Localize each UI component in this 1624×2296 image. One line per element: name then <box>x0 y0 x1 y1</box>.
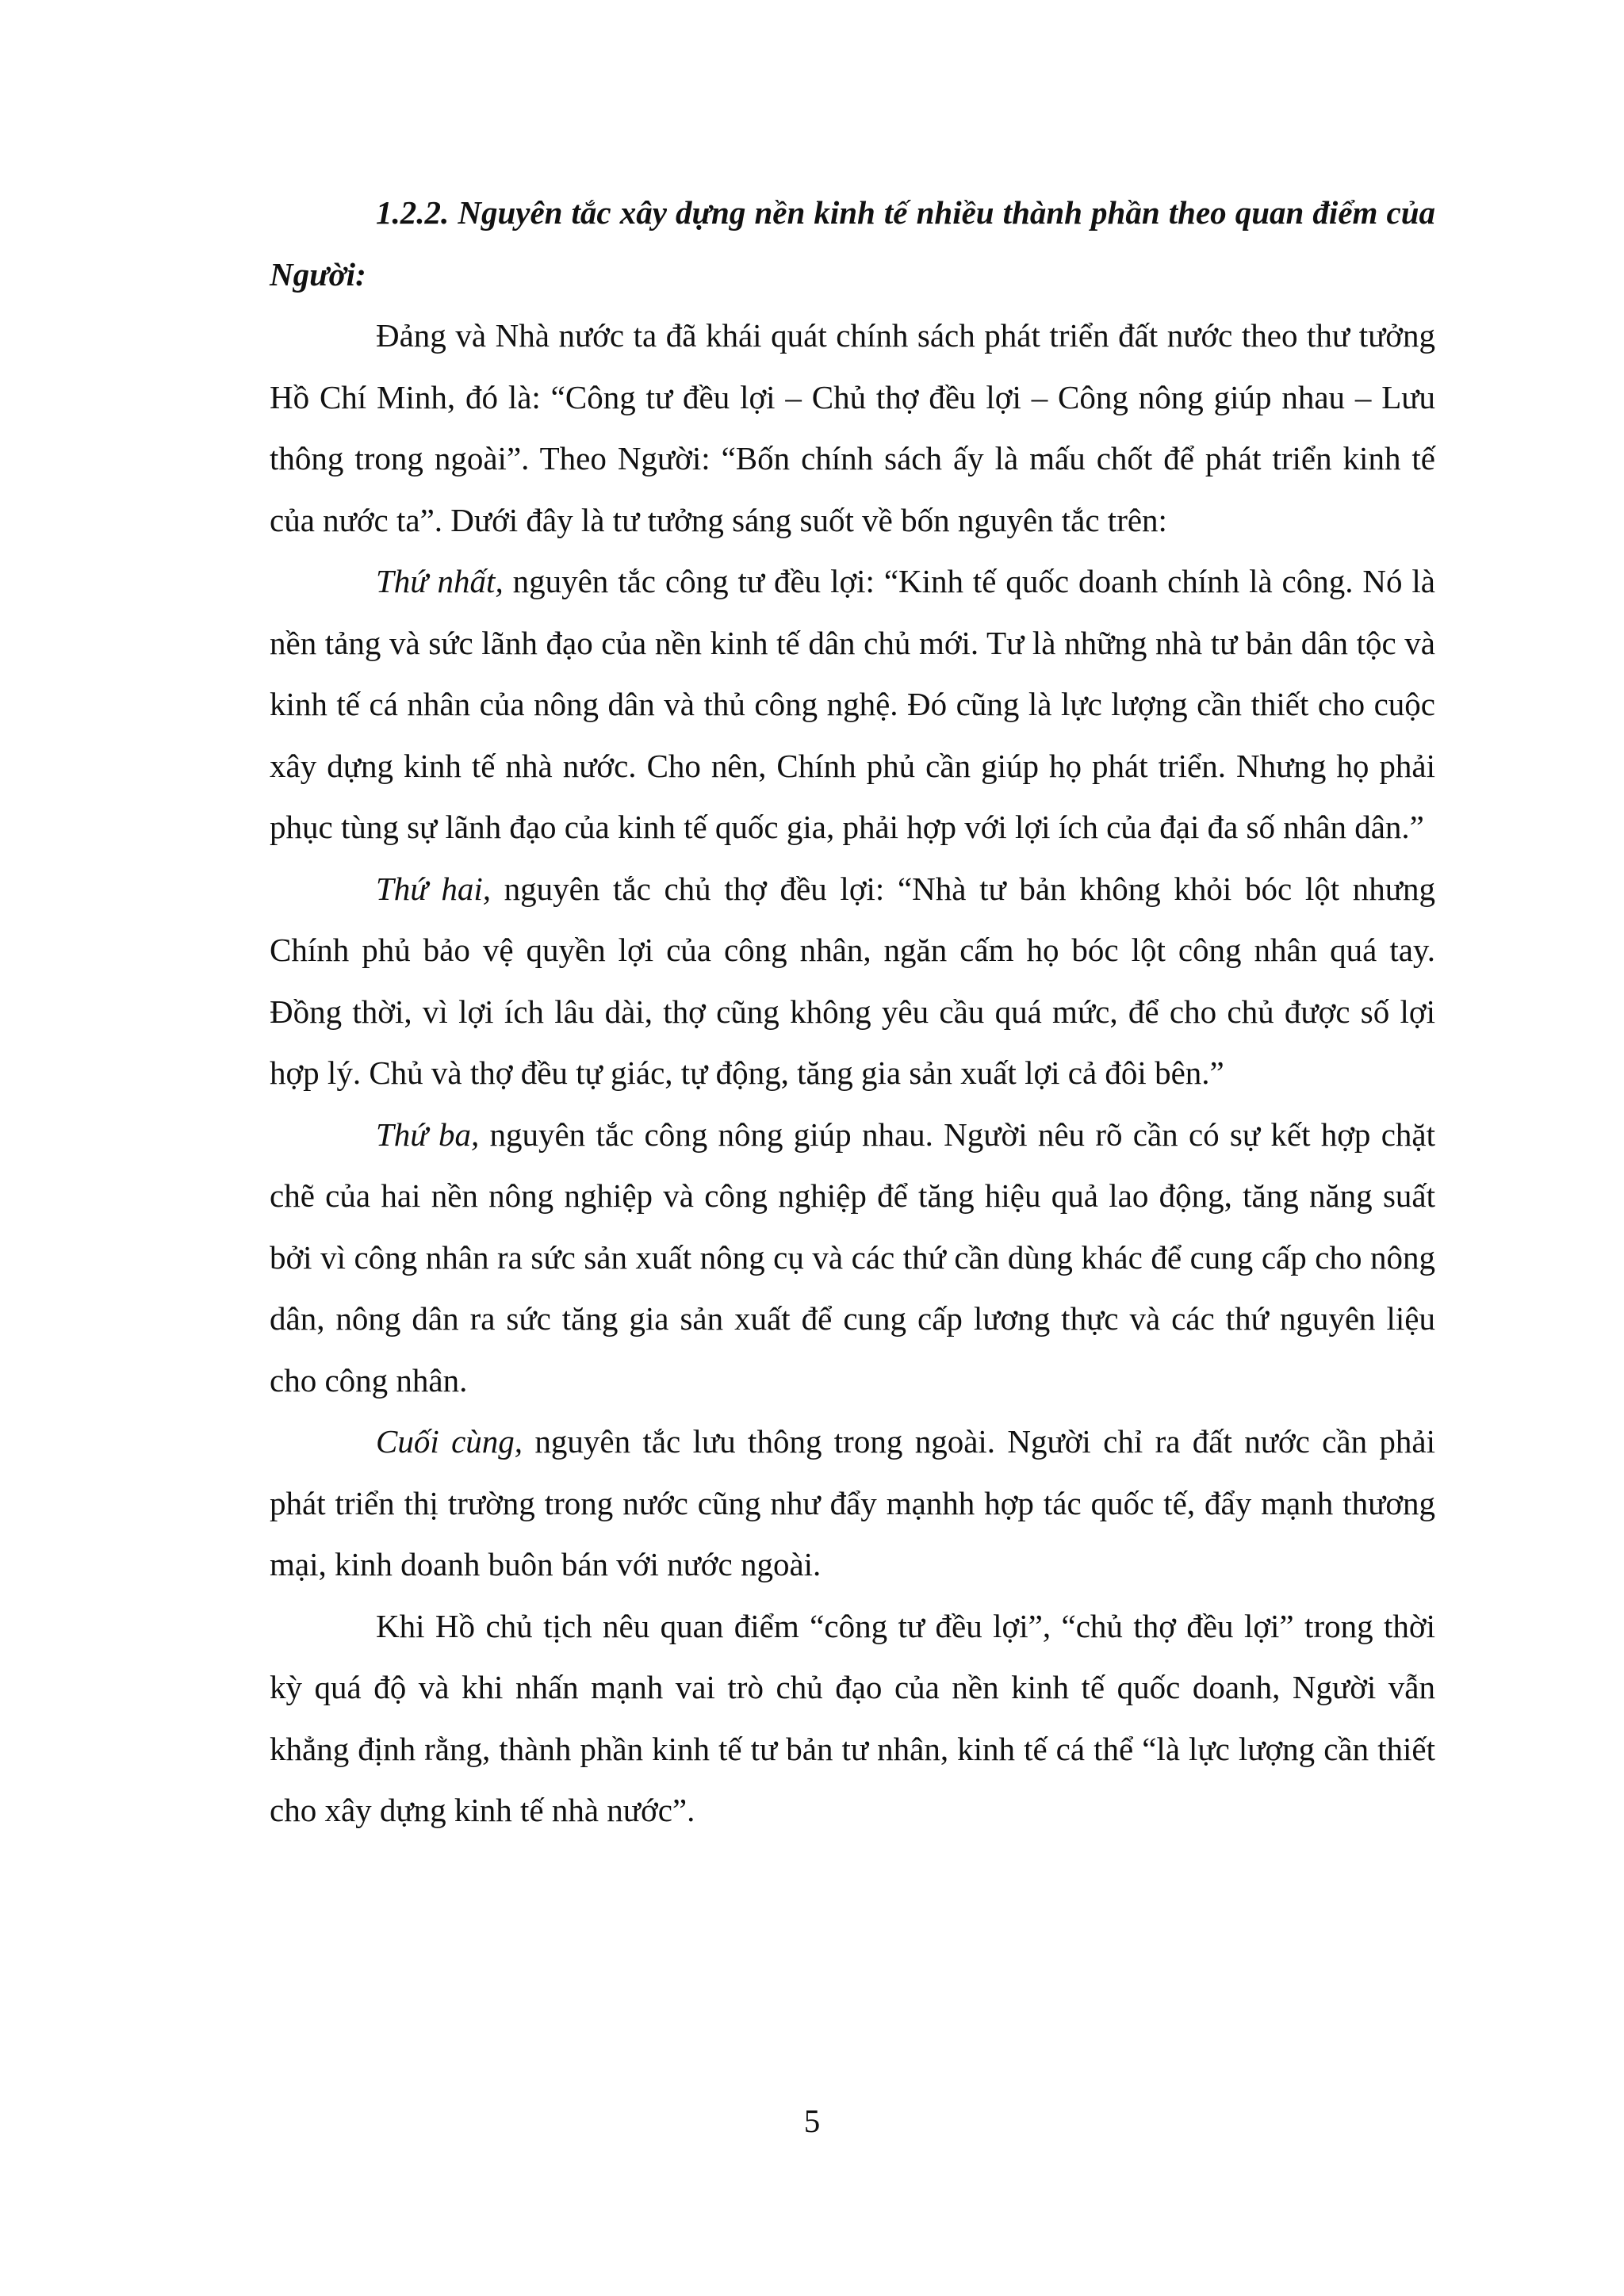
paragraph-text: nguyên tắc công tư đều lợi: “Kinh tế quốc doanh chính là công. Nó là nền tảng và sức lãnh đạo của nền kinh tế dân chủ mới. Tư là những nhà tư bản dân tộc và kinh tế cá nhân của nông dân và thủ công nghệ. Đó cũng là lực lượng cần thiết cho cuộc xây dựng kinh tế nhà nước. Cho nên, Chính phủ cần giúp họ phát triển. Nhưng họ phải phục tùng sự lãnh đạo của kinh tế quốc gia, phải hợp với lợi ích của đại đa số nhân dân.” <box>270 563 1435 845</box>
paragraph-text: Khi Hồ chủ tịch nêu quan điểm “công tư đều lợi”, “chủ thợ đều lợi” trong thời kỳ quá độ và khi nhấn mạnh vai trò chủ đạo của nền kinh tế quốc doanh, Người vẫn khẳng định rằng, thành phần kinh tế tư bản tư nhân, kinh tế cá thể “là lực lượng cần thiết cho xây dựng kinh tế nhà nước”. <box>270 1607 1435 1828</box>
paragraph-lead: Thứ nhất, <box>376 563 504 599</box>
paragraph-conclusion <box>270 1596 1435 1842</box>
paragraph-lead: Cuối cùng, <box>376 1423 523 1460</box>
paragraph-text: nguyên tắc lưu thông trong ngoài. Người chỉ ra đất nước cần phải phát triển thị trường trong nước cũng như đẩy mạnhh hợp tác quốc tế, đẩy mạnh thương mại, kinh doanh buôn bán với nước ngoài. <box>270 1423 1436 1582</box>
paragraph-first-principle <box>270 551 1435 859</box>
section-heading: 1.2.2. Nguyên tắc xây dựng nền kinh tế nhiều thành phần theo quan điểm của Người: <box>270 194 1435 293</box>
paragraph-text: Đảng và Nhà nước ta đã khái quát chính sách phát triển đất nước theo thư tưởng Hồ Chí Minh, đó là: “Công tư đều lợi – Chủ thợ đều lợi – Công nông giúp nhau – Lưu thông trong ngoài”. Theo Người: “Bốn chính sách ấy là mấu chốt để phát triển kinh tế của nước ta”. Dưới đây là tư tưởng sáng suốt về bốn nguyên tắc trên: <box>270 317 1435 538</box>
paragraph-text: nguyên tắc công nông giúp nhau. Người nêu rõ cần có sự kết hợp chặt chẽ của hai nền nông nghiệp và công nghiệp để tăng hiệu quả lao động, tăng năng suất bởi vì công nhân ra sức sản xuất nông cụ và các thứ cần dùng khác để cung cấp cho nông dân, nông dân ra sức tăng gia sản xuất để cung cấp lương thực và các thứ nguyên liệu cho công nhân. <box>270 1115 1435 1399</box>
paragraph-last-principle <box>270 1411 1435 1596</box>
paragraph-lead: Thứ ba, <box>376 1115 480 1153</box>
paragraph-lead: Thứ hai, <box>376 870 491 907</box>
paragraph-third-principle <box>270 1104 1435 1412</box>
paragraph-intro <box>270 305 1435 551</box>
page-number: 5 <box>803 2103 821 2139</box>
paragraph-text: nguyên tắc chủ thợ đều lợi: “Nhà tư bản không khỏi bóc lột nhưng Chính phủ bảo vệ quyền lợi của công nhân, ngăn cấm họ bóc lột công nhân quá tay. Đồng thời, vì lợi ích lâu dài, thợ cũng không yêu cầu quá mức, để cho chủ được số lợi hợp lý. Chủ và thợ đều tự giác, tự động, tăng gia sản xuất lợi cả đôi bên.” <box>270 870 1436 1091</box>
document-body <box>270 182 1435 1842</box>
paragraph-second-principle <box>270 859 1435 1104</box>
